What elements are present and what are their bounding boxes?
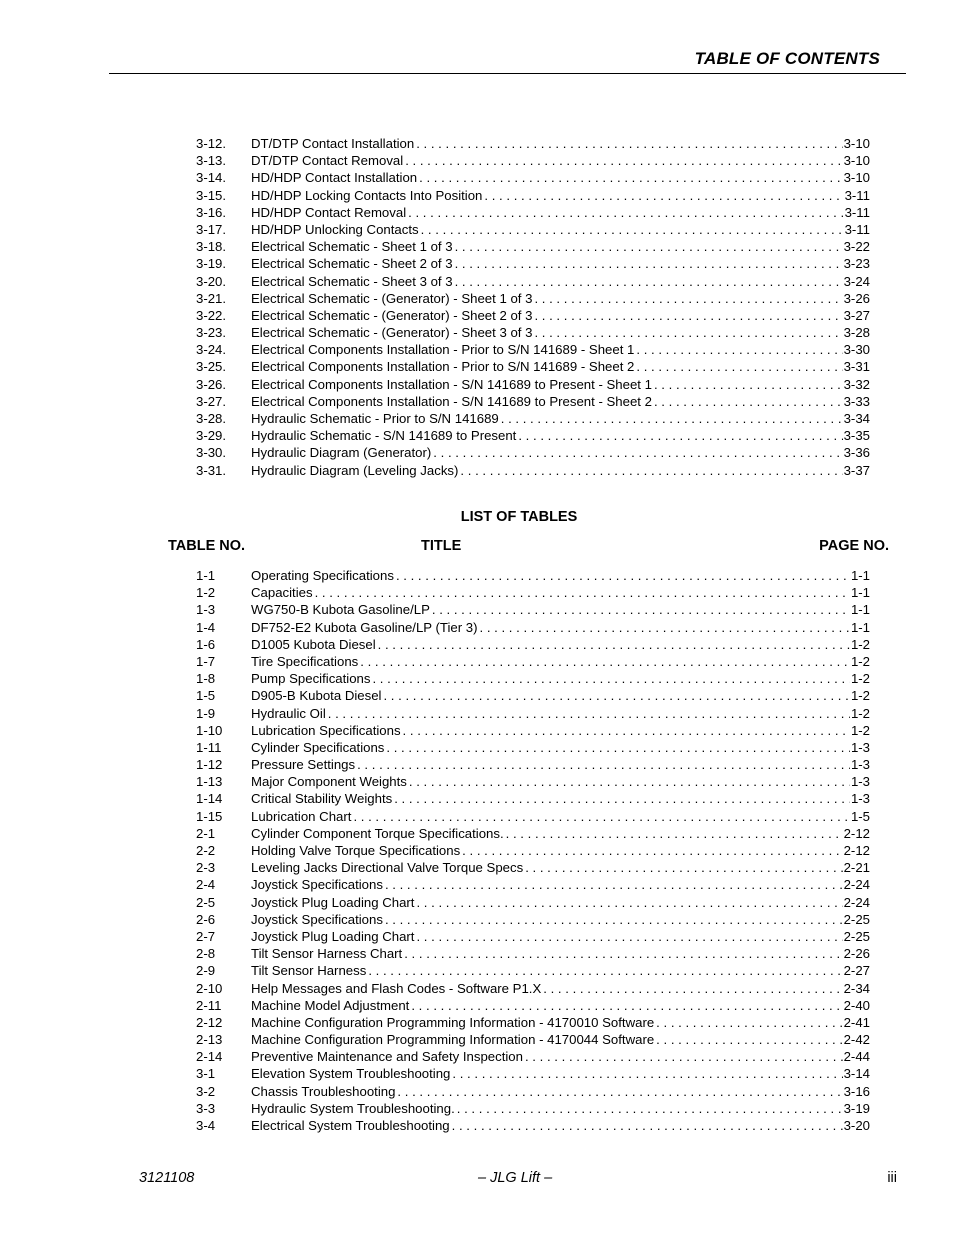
entry-title: Preventive Maintenance and Safety Inspection [251, 1049, 523, 1065]
entry-page-number: 3-30 [843, 342, 870, 358]
dot-leader [408, 204, 843, 221]
entry-title: Electrical System Troubleshooting [251, 1118, 450, 1133]
table-entry[interactable] [196, 619, 870, 636]
entry-page-number: 3-10 [843, 153, 870, 169]
entry-page-number: 3-11 [844, 187, 870, 203]
entry-number: 3-12. [196, 136, 227, 151]
entry-title: Tire Specifications [251, 653, 359, 669]
entry-number: 1-14 [196, 791, 223, 807]
table-entry[interactable] [196, 1031, 870, 1048]
entry-number: 3-29. [196, 428, 227, 444]
dot-leader [421, 221, 844, 238]
entry-title: Hydraulic Schematic - S/N 141689 to Present [251, 428, 517, 444]
entry-number: 2-8 [196, 946, 216, 962]
entry-number: 3-3 [196, 1100, 216, 1116]
table-entry[interactable] [196, 911, 870, 928]
entry-title: Joystick Specifications [251, 877, 383, 893]
entry-page-number: 3-11 [844, 204, 870, 220]
dot-leader [416, 894, 842, 911]
entry-number: 1-9 [196, 705, 216, 721]
table-entry[interactable] [196, 790, 870, 807]
entry-page-number: 3-23 [843, 256, 870, 272]
figure-entry[interactable] [196, 135, 870, 152]
entry-title: Machine Model Adjustment [251, 997, 410, 1013]
entry-number: 3-1 [196, 1066, 216, 1082]
entry-title: HD/HDP Unlocking Contacts [251, 221, 419, 237]
table-entry[interactable] [196, 1083, 870, 1100]
entry-page-number: 3-33 [843, 393, 870, 409]
entry-title: Leveling Jacks Directional Valve Torque Specs [251, 860, 524, 876]
entry-title: Machine Configuration Programming Information - 4170010 Software [251, 1014, 655, 1030]
entry-title: Hydraulic Oil [251, 705, 326, 721]
entry-title: Help Messages and Flash Codes - Software P1.X [251, 980, 542, 996]
table-entry[interactable] [196, 687, 870, 704]
entry-number: 3-15. [196, 187, 227, 203]
table-entry[interactable] [196, 997, 870, 1014]
entry-title: Electrical Schematic - (Generator) - Sheet 1 of 3 [251, 290, 533, 306]
entry-page-number: 2-25 [843, 911, 870, 927]
entry-number: 3-18. [196, 239, 227, 255]
dot-leader [506, 825, 843, 842]
entry-number: 3-25. [196, 359, 227, 375]
dot-leader [416, 928, 842, 945]
entry-page-number: 1-2 [850, 636, 870, 652]
entry-number: 1-6 [196, 636, 216, 652]
entry-title: Critical Stability Weights [251, 791, 393, 807]
entry-page-number: 1-1 [850, 585, 870, 601]
entry-number: 2-12 [196, 1014, 223, 1030]
entry-number: 2-3 [196, 860, 216, 876]
entry-title: Machine Configuration Programming Information - 4170044 Software [251, 1032, 655, 1048]
dot-leader [409, 773, 850, 790]
entry-number: 3-19. [196, 256, 227, 272]
entry-number: 2-10 [196, 980, 223, 996]
entry-title: Tilt Sensor Harness [251, 963, 367, 979]
dot-leader [457, 1100, 843, 1117]
dot-leader [385, 911, 843, 928]
header-divider [109, 73, 906, 74]
entry-title: Pump Specifications [251, 671, 371, 687]
entry-page-number: 3-35 [843, 428, 870, 444]
entry-page-number: 3-26 [843, 290, 870, 306]
table-entry[interactable] [196, 1100, 870, 1117]
entry-title: D905-B Kubota Diesel [251, 688, 382, 704]
entry-title: DT/DTP Contact Installation [251, 136, 415, 151]
entry-page-number: 1-1 [850, 619, 870, 635]
entry-title: Elevation System Troubleshooting [251, 1066, 451, 1082]
table-entry[interactable] [196, 876, 870, 893]
dot-leader [543, 980, 842, 997]
table-entry[interactable] [196, 601, 870, 618]
footer-brand: – JLG Lift – [478, 1170, 553, 1186]
entry-number: 3-30. [196, 445, 227, 461]
entry-page-number: 3-27 [843, 307, 870, 323]
entry-title: Electrical Schematic - (Generator) - Sheet 2 of 3 [251, 307, 533, 323]
dot-leader [534, 290, 842, 307]
figure-entry[interactable] [196, 255, 870, 272]
entry-number: 1-10 [196, 722, 223, 738]
table-entry[interactable] [196, 1014, 870, 1031]
dot-leader [396, 567, 850, 584]
entry-title: Electrical Schematic - Sheet 3 of 3 [251, 273, 453, 289]
figure-entry[interactable] [196, 324, 870, 341]
dot-leader [480, 619, 850, 636]
entry-title: Operating Specifications [251, 568, 394, 583]
entry-page-number: 3-10 [843, 170, 870, 186]
table-entry[interactable] [196, 1117, 870, 1134]
entry-page-number: 3-24 [843, 273, 870, 289]
table-entry[interactable] [196, 670, 870, 687]
entry-page-number: 1-3 [850, 739, 870, 755]
entry-page-number: 2-34 [843, 980, 870, 996]
entry-page-number: 3-16 [843, 1083, 870, 1099]
dot-leader [654, 393, 843, 410]
table-entry[interactable] [196, 894, 870, 911]
dot-leader [525, 859, 842, 876]
entry-number: 3-28. [196, 411, 227, 426]
table-entry[interactable] [196, 653, 870, 670]
dot-leader [353, 808, 850, 825]
entry-number: 2-11 [196, 997, 222, 1013]
dot-leader [452, 1065, 842, 1082]
entry-title: Electrical Components Installation - Prior to S/N 141689 - Sheet 1 [251, 342, 635, 358]
entry-page-number: 3-19 [843, 1100, 870, 1116]
entry-page-number: 3-36 [843, 445, 870, 461]
entry-title: Electrical Components Installation - S/N 141689 to Present - Sheet 2 [251, 393, 652, 409]
entry-page-number: 2-24 [843, 894, 870, 910]
figure-entry[interactable] [196, 358, 870, 375]
entry-number: 3-21. [196, 290, 227, 306]
dot-leader [534, 324, 842, 341]
entry-title: Lubrication Chart [251, 808, 352, 824]
entry-number: 2-1 [196, 825, 216, 841]
dot-leader [386, 739, 850, 756]
entry-number: 1-1 [196, 568, 216, 583]
list-of-tables-heading: LIST OF TABLES [460, 509, 578, 525]
dot-leader [656, 1031, 842, 1048]
entry-page-number: 1-3 [850, 791, 870, 807]
figure-entry[interactable] [196, 273, 870, 290]
entry-page-number: 2-40 [843, 997, 870, 1013]
table-entry[interactable] [196, 773, 870, 790]
entry-number: 3-26. [196, 376, 227, 392]
dot-leader [432, 601, 850, 618]
entry-title: DF752-E2 Kubota Gasoline/LP (Tier 3) [251, 619, 478, 635]
figure-entry[interactable] [196, 152, 870, 169]
entry-title: Hydraulic Diagram (Generator) [251, 445, 432, 461]
entry-page-number: 2-12 [843, 843, 870, 858]
entry-page-number: 1-2 [850, 671, 870, 687]
entry-title: Holding Valve Torque Specifications [251, 843, 461, 858]
entry-number: 3-13. [196, 153, 227, 169]
dot-leader [455, 238, 843, 255]
entry-page-number: 1-5 [850, 808, 870, 824]
entry-page-number: 3-10 [843, 136, 870, 151]
dot-leader [433, 444, 842, 461]
table-entry[interactable] [196, 825, 870, 842]
dot-leader [636, 358, 842, 375]
entry-number: 2-6 [196, 911, 216, 927]
entry-number: 1-8 [196, 671, 216, 687]
entry-page-number: 1-1 [850, 602, 870, 618]
figures-list [196, 135, 870, 479]
entry-number: 2-7 [196, 928, 216, 944]
table-entry[interactable] [196, 859, 870, 876]
page-header-title: TABLE OF CONTENTS [694, 49, 880, 68]
entry-title: HD/HDP Contact Installation [251, 170, 418, 186]
table-entry[interactable] [196, 945, 870, 962]
entry-number: 1-12 [196, 757, 223, 773]
table-entry[interactable] [196, 636, 870, 653]
column-header-title: TITLE [421, 538, 462, 554]
entry-page-number: 3-22 [843, 239, 870, 255]
entry-title: Capacities [251, 585, 313, 601]
entry-page-number: 2-24 [843, 877, 870, 893]
dot-leader [378, 636, 850, 653]
entry-page-number: 2-27 [843, 963, 870, 979]
entry-title: Joystick Plug Loading Chart [251, 928, 415, 944]
entry-title: Electrical Schematic - Sheet 2 of 3 [251, 256, 453, 272]
entry-title: Joystick Specifications [251, 911, 383, 927]
dot-leader [385, 876, 843, 893]
entry-number: 3-14. [196, 170, 227, 186]
entry-title: Electrical Schematic - Sheet 1 of 3 [251, 239, 453, 255]
entry-title: Pressure Settings [251, 757, 356, 773]
entry-title: Hydraulic Schematic - Prior to S/N 141689 [251, 411, 499, 426]
entry-page-number: 3-14 [843, 1066, 870, 1082]
entry-number: 1-4 [196, 619, 216, 635]
entry-number: 2-2 [196, 843, 216, 858]
figure-entry[interactable] [196, 444, 870, 461]
column-header-page-no: PAGE NO. [819, 538, 889, 554]
entry-page-number: 2-21 [843, 860, 870, 876]
table-entry[interactable] [196, 808, 870, 825]
entry-number: 3-4 [196, 1118, 216, 1133]
entry-title: Cylinder Component Torque Specifications. [251, 825, 504, 841]
entry-title: DT/DTP Contact Removal [251, 153, 404, 169]
table-entry[interactable] [196, 567, 870, 584]
dot-leader [534, 307, 842, 324]
entry-number: 2-4 [196, 877, 216, 893]
table-entry[interactable] [196, 722, 870, 739]
entry-page-number: 3-31 [843, 359, 870, 375]
dot-leader [405, 152, 842, 169]
entry-number: 3-22. [196, 307, 227, 323]
entry-page-number: 3-34 [843, 411, 870, 426]
figure-entry[interactable] [196, 204, 870, 221]
entry-title: HD/HDP Locking Contacts Into Position [251, 187, 483, 203]
figure-entry[interactable] [196, 410, 870, 427]
dot-leader [462, 842, 842, 859]
entry-page-number: 1-1 [850, 568, 870, 583]
entry-number: 3-23. [196, 325, 227, 341]
entry-number: 3-16. [196, 204, 227, 220]
dot-leader [383, 687, 849, 704]
entry-number: 1-7 [196, 653, 216, 669]
column-header-table-no: TABLE NO. [168, 538, 246, 554]
figure-entry[interactable] [196, 238, 870, 255]
dot-leader [636, 341, 842, 358]
entry-number: 1-15 [196, 808, 223, 824]
entry-page-number: 1-3 [850, 774, 870, 790]
figure-entry[interactable] [196, 427, 870, 444]
table-entry[interactable] [196, 756, 870, 773]
entry-number: 2-14 [196, 1049, 223, 1065]
entry-page-number: 3-37 [843, 462, 870, 478]
table-entry[interactable] [196, 705, 870, 722]
dot-leader [654, 376, 843, 393]
entry-title: Chassis Troubleshooting [251, 1083, 396, 1099]
tables-list [196, 567, 870, 1134]
entry-page-number: 2-44 [843, 1049, 870, 1065]
dot-leader [360, 653, 850, 670]
entry-page-number: 2-41 [843, 1014, 870, 1030]
entry-number: 1-13 [196, 774, 223, 790]
entry-title: Major Component Weights [251, 774, 407, 790]
table-entry[interactable] [196, 928, 870, 945]
dot-leader [419, 169, 842, 186]
entry-title: Electrical Components Installation - Prior to S/N 141689 - Sheet 2 [251, 359, 635, 375]
entry-number: 2-9 [196, 963, 216, 979]
dot-leader [404, 945, 842, 962]
figure-entry[interactable] [196, 187, 870, 204]
entry-page-number: 3-20 [843, 1118, 870, 1133]
dot-leader [368, 962, 842, 979]
dot-leader [403, 722, 850, 739]
table-entry[interactable] [196, 584, 870, 601]
entry-number: 1-11 [196, 739, 222, 755]
entry-page-number: 2-42 [843, 1032, 870, 1048]
table-entry[interactable] [196, 842, 870, 859]
entry-number: 1-5 [196, 688, 216, 704]
dot-leader [357, 756, 850, 773]
dot-leader [484, 187, 843, 204]
entry-page-number: 1-2 [850, 653, 870, 669]
entry-title: Joystick Plug Loading Chart [251, 894, 415, 910]
entry-number: 2-5 [196, 894, 216, 910]
footer-doc-number: 3121108 [139, 1170, 195, 1186]
dot-leader [525, 1048, 843, 1065]
dot-leader [328, 705, 850, 722]
dot-leader [416, 135, 842, 152]
dot-leader [455, 255, 843, 272]
entry-title: HD/HDP Contact Removal [251, 204, 407, 220]
table-entry[interactable] [196, 1065, 870, 1082]
dot-leader [372, 670, 849, 687]
dot-leader [656, 1014, 842, 1031]
table-entry[interactable] [196, 980, 870, 997]
entry-number: 3-17. [196, 221, 227, 237]
entry-number: 1-3 [196, 602, 216, 618]
table-entry[interactable] [196, 1048, 870, 1065]
figure-entry[interactable] [196, 462, 870, 479]
figure-entry[interactable] [196, 341, 870, 358]
dot-leader [455, 273, 843, 290]
dot-leader [452, 1117, 843, 1134]
entry-title: Electrical Schematic - (Generator) - Sheet 3 of 3 [251, 325, 533, 341]
table-entry[interactable] [196, 962, 870, 979]
entry-page-number: 3-32 [843, 376, 870, 392]
entry-title: Hydraulic Diagram (Leveling Jacks) [251, 462, 459, 478]
entry-title: Lubrication Specifications [251, 722, 401, 738]
entry-title: WG750-B Kubota Gasoline/LP [251, 602, 430, 618]
figure-entry[interactable] [196, 221, 870, 238]
entry-title: Hydraulic System Troubleshooting. [251, 1100, 455, 1116]
entry-number: 3-24. [196, 342, 227, 358]
entry-page-number: 1-2 [850, 705, 870, 721]
figure-entry[interactable] [196, 376, 870, 393]
entry-title: Tilt Sensor Harness Chart [251, 946, 403, 962]
dot-leader [315, 584, 850, 601]
dot-leader [460, 462, 842, 479]
figure-entry[interactable] [196, 290, 870, 307]
entry-number: 3-27. [196, 393, 227, 409]
dot-leader [397, 1083, 842, 1100]
entry-page-number: 1-2 [850, 722, 870, 738]
entry-page-number: 3-11 [844, 221, 870, 237]
dot-leader [411, 997, 842, 1014]
entry-page-number: 3-28 [843, 325, 870, 341]
entry-page-number: 2-25 [843, 928, 870, 944]
entry-page-number: 2-26 [843, 946, 870, 962]
entry-page-number: 1-2 [850, 688, 870, 704]
entry-number: 1-2 [196, 585, 216, 601]
dot-leader [518, 427, 842, 444]
entry-page-number: 2-12 [843, 825, 870, 841]
dot-leader [394, 790, 850, 807]
entry-number: 2-13 [196, 1032, 223, 1048]
figure-entry[interactable] [196, 307, 870, 324]
entry-title: Cylinder Specifications [251, 739, 385, 755]
footer-page-number: iii [887, 1170, 897, 1186]
entry-number: 3-31. [196, 462, 227, 478]
entry-page-number: 1-3 [850, 757, 870, 773]
dot-leader [501, 410, 843, 427]
entry-number: 3-2 [196, 1083, 216, 1099]
entry-title: Electrical Components Installation - S/N 141689 to Present - Sheet 1 [251, 376, 652, 392]
entry-title: D1005 Kubota Diesel [251, 636, 376, 652]
table-entry[interactable] [196, 739, 870, 756]
figure-entry[interactable] [196, 169, 870, 186]
figure-entry[interactable] [196, 393, 870, 410]
entry-number: 3-20. [196, 273, 227, 289]
